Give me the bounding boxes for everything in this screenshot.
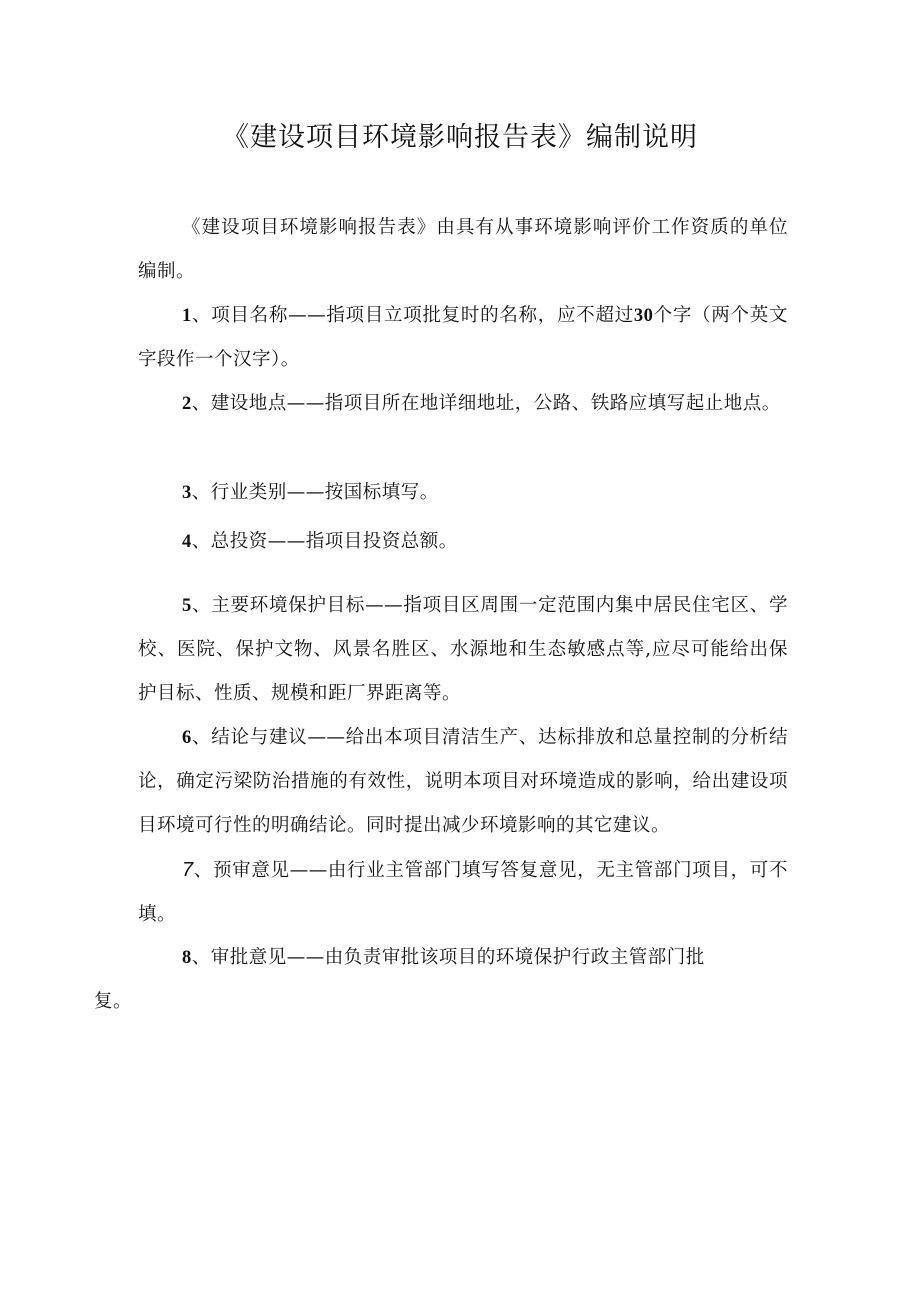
item-5-text: 主要环境保护目标——指项目区周围一定范围内集中居民住宅区、学校、医院、保护文物、风景名胜区、水源地和生态敏感点等,应尽可能给出保护目标、性质、规模和距厂界距离等。 — [138, 595, 788, 704]
item-4-separator: 、 — [191, 531, 211, 552]
item-7-number: 7 — [182, 859, 194, 881]
item-2-separator: 、 — [191, 393, 211, 414]
item-2-number: 2 — [182, 394, 192, 414]
item-8-text-line1: 审批意见——由负责审批该项目的环境保护行政主管部门批 — [210, 947, 705, 968]
item-3-paragraph — [138, 471, 788, 515]
item-1-text-post: 个字（两个英文字段作一个汉字）。 — [138, 305, 788, 370]
item-1-paragraph — [138, 294, 788, 382]
item-1-number: 1 — [182, 306, 192, 326]
item-6-separator: 、 — [191, 727, 212, 748]
item-4-text: 总投资——指项目投资总额。 — [210, 531, 458, 552]
item-8-paragraph — [94, 936, 788, 1024]
item-8-number: 8 — [182, 948, 192, 968]
item-6-text: 结论与建议——给出本项目清洁生产、达标排放和总量控制的分析结论，确定污梁防治措施的有效性，说明本项目对环境造成的影响，给出建设项目环境可行性的明确结论。同时提出减少环境影响的其它建议。 — [138, 727, 788, 836]
item-2-paragraph — [138, 382, 788, 426]
item-1-text-pre: 项目名称——指项目立项批复时的名称，应不超过 — [211, 305, 634, 326]
item-5-number: 5 — [182, 596, 192, 616]
item-5-paragraph — [138, 584, 788, 716]
intro-paragraph: 《建设项目环境影响报告表》由具有从事环境影响评价工作资质的单位编制。 — [138, 217, 788, 282]
item-6-number: 6 — [182, 728, 192, 748]
item-7-separator: 、 — [193, 860, 213, 881]
item-8-text-line2: 复。 — [94, 991, 133, 1012]
item-8-separator: 、 — [191, 947, 211, 968]
item-7-paragraph — [138, 848, 788, 937]
item-5-separator: 、 — [191, 595, 212, 616]
item-1-separator: 、 — [191, 305, 212, 326]
item-3-text: 行业类别——按国标填写。 — [210, 482, 439, 503]
item-2-text: 建设地点——指项目所在地详细地址，公路、铁路应填写起止地点。 — [210, 393, 781, 414]
item-3-number: 3 — [182, 483, 192, 503]
item-7-text: 预审意见——由行业主管部门填写答复意见，无主管部门项目，可不填。 — [138, 860, 788, 925]
item-3-separator: 、 — [191, 482, 211, 503]
item-4-number: 4 — [182, 532, 192, 552]
item-6-paragraph — [138, 716, 788, 848]
item-4-paragraph — [138, 520, 788, 564]
document-title: 《建设项目环境影响报告表》编制说明 — [222, 122, 698, 153]
item-1-char-limit: 30 — [633, 306, 654, 326]
